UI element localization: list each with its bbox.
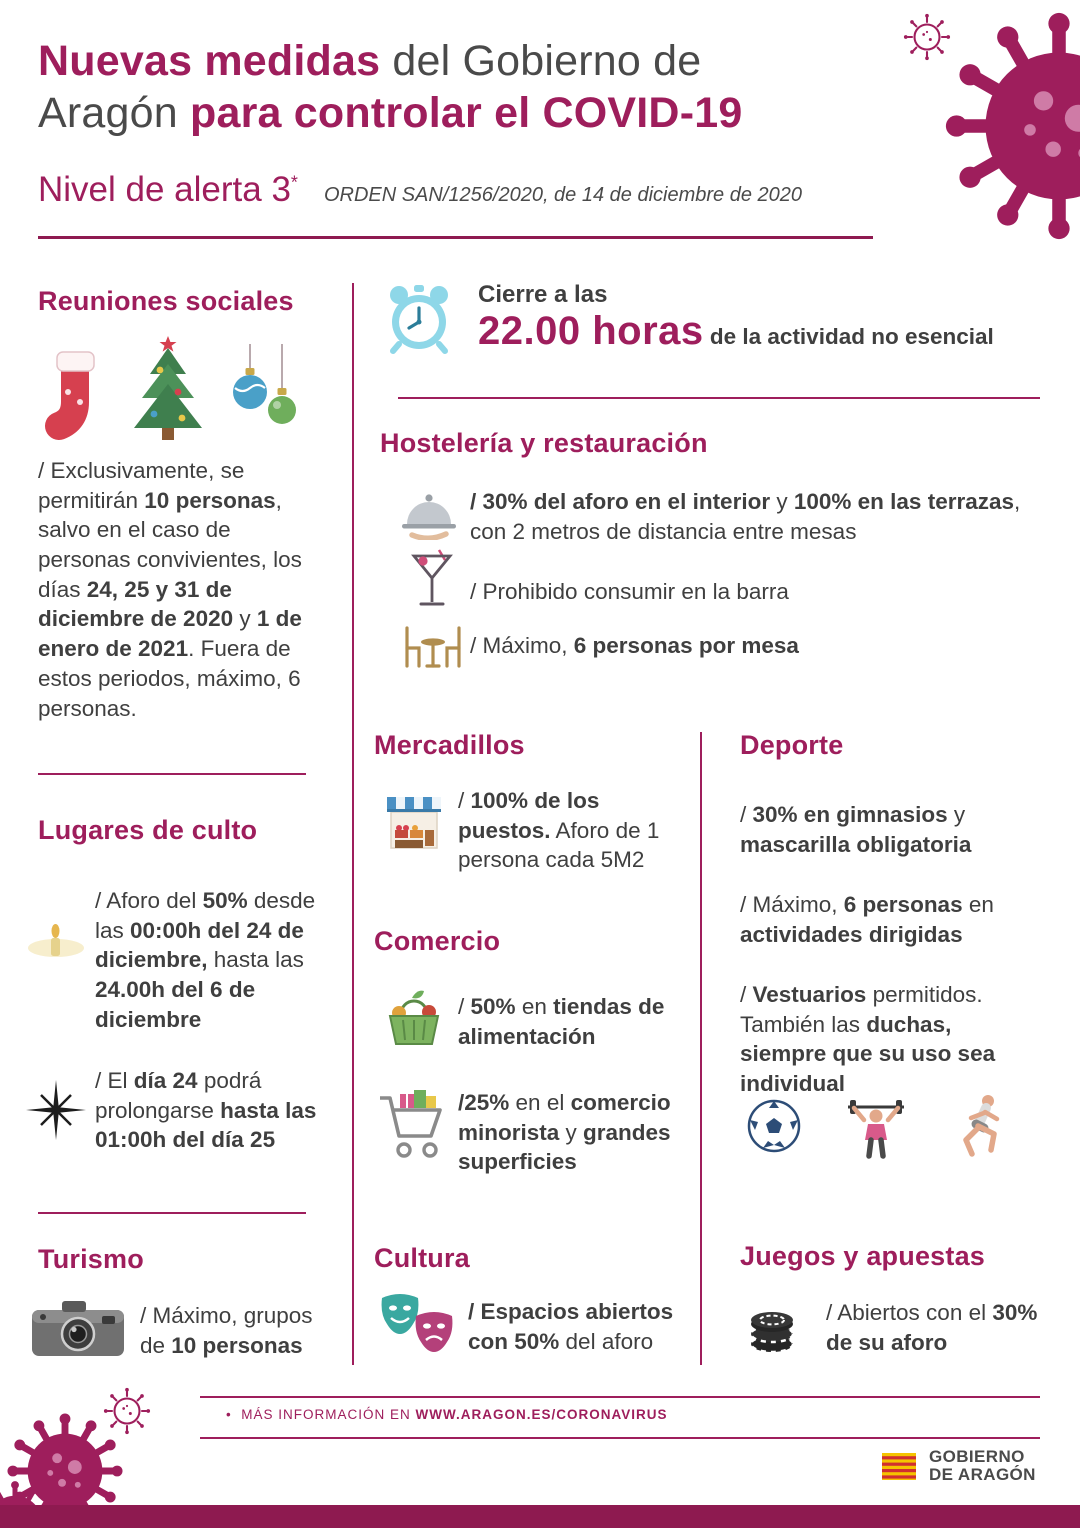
weightlifting-icon <box>842 1092 910 1160</box>
cloche-icon <box>400 490 458 540</box>
cocktail-icon <box>410 548 454 612</box>
virus-icon <box>943 10 1080 242</box>
closure-suffix: de la actividad no esencial <box>703 324 994 349</box>
reuniones-text: / Exclusivamente, se permitirán 10 personas, salvo en el caso de personas convivientes, los días 24, 25 y 31 de diciembre de 2020 y 1 de enero de 2021. Fuera de estos periodos, máximo, 6 personas. <box>38 458 302 721</box>
deporte-item-1: / 30% en gimnasios y mascarilla obligatoria <box>740 802 972 857</box>
alarm-clock-icon <box>382 282 456 356</box>
cultura-text: / Espacios abiertos con 50% del aforo <box>468 1299 674 1354</box>
theater-masks-icon <box>378 1290 458 1358</box>
hosteleria-item-2: / Prohibido consumir en la barra <box>470 579 789 604</box>
alert-row <box>38 170 802 210</box>
sports-icons-row <box>746 1092 1010 1160</box>
deporte-item-3: / Vestuarios permitidos. También las duchas, siempre que su uso sea individual <box>740 982 996 1097</box>
section-heading-culto: Lugares de culto <box>38 815 258 845</box>
alert-level: Nivel de alerta 3* <box>38 170 298 209</box>
left-divider-1 <box>38 773 306 775</box>
juegos-text: / Abiertos con el 30% de su aforo <box>826 1300 1038 1355</box>
footer-info-url[interactable]: WWW.ARAGON.ES/CORONAVIRUS <box>415 1407 668 1422</box>
logo-text <box>929 1448 1036 1485</box>
deporte-item-2: / Máximo, 6 personas en actividades dirigidas <box>740 892 994 947</box>
page-title <box>38 36 888 139</box>
candle-icon <box>26 918 90 964</box>
section-heading-comercio: Comercio <box>374 926 501 956</box>
title-line-1: Nuevas medidas del Gobierno de <box>38 37 702 85</box>
culto-item-2: / El día 24 podrá prolongarse hasta las 01:00h del día 25 <box>95 1068 317 1153</box>
header-divider <box>38 236 873 239</box>
column-divider-right <box>700 732 702 1365</box>
closure-divider <box>398 397 1040 399</box>
table-chairs-icon <box>402 624 464 670</box>
logo-line-1: GOBIERNO <box>929 1447 1025 1466</box>
footer-divider-top <box>200 1396 1040 1398</box>
logo-line-2: DE ARAGÓN <box>929 1465 1036 1485</box>
shopping-cart-icon <box>376 1086 448 1166</box>
closure-intro: Cierre a las <box>478 281 608 308</box>
camera-icon <box>30 1296 126 1360</box>
footer-info <box>226 1407 668 1422</box>
closure-time: 22.00 horas <box>478 309 704 353</box>
comercio-item-1: / 50% en tiendas de alimentación <box>458 994 665 1049</box>
grocery-basket-icon <box>382 986 446 1048</box>
soccer-ball-icon <box>746 1098 802 1154</box>
section-heading-hosteleria: Hostelería y restauración <box>380 428 708 458</box>
christmas-icons-row <box>38 330 300 442</box>
section-heading-turismo: Turismo <box>38 1244 144 1274</box>
hosteleria-item-1: / 30% del aforo en el interior y 100% en las terrazas, con 2 metros de distancia entre mesas <box>470 489 1021 544</box>
section-heading-cultura: Cultura <box>374 1243 470 1273</box>
mercadillos-text: / 100% de los puestos. Aforo de 1 persona cada 5M2 <box>458 788 660 873</box>
culto-item-1: / Aforo del 50% desde las 00:00h del 24 de diciembre, hasta las 24.00h del 6 de diciembre <box>95 888 316 1032</box>
section-heading-reuniones: Reuniones sociales <box>38 286 294 316</box>
column-divider-left <box>352 283 354 1365</box>
footer-divider-bottom <box>200 1437 1040 1439</box>
sparkle-star-icon <box>26 1080 86 1140</box>
order-reference: ORDEN SAN/1256/2020, de 14 de diciembre de 2020 <box>323 184 803 206</box>
gobierno-aragon-logo <box>878 1448 1036 1485</box>
footer-bullet: • <box>226 1407 232 1422</box>
running-icon <box>950 1092 1010 1160</box>
poker-chips-icon <box>746 1292 806 1356</box>
footer-info-label: MÁS INFORMACIÓN EN <box>241 1407 416 1422</box>
section-heading-deporte: Deporte <box>740 730 844 760</box>
aragon-flag-icon <box>878 1449 920 1483</box>
section-heading-mercadillos: Mercadillos <box>374 730 525 760</box>
alert-asterisk: * <box>290 172 298 193</box>
bottom-bar <box>0 1505 1080 1528</box>
section-heading-juegos: Juegos y apuestas <box>740 1241 986 1271</box>
closure-block <box>478 281 1040 354</box>
comercio-item-2: /25% en el comercio minorista y grandes superficies <box>458 1090 671 1175</box>
closure-time-line <box>478 309 1040 354</box>
turismo-text: / Máximo, grupos de 10 personas <box>140 1303 313 1358</box>
left-divider-2 <box>38 1212 306 1214</box>
baubles-icon <box>228 344 300 442</box>
market-stall-icon <box>382 792 446 856</box>
hosteleria-item-3: / Máximo, 6 personas por mesa <box>470 633 799 658</box>
christmas-tree-icon <box>124 334 212 442</box>
stocking-icon <box>38 342 108 442</box>
title-line-2: Aragón para controlar el COVID-19 <box>38 88 743 137</box>
